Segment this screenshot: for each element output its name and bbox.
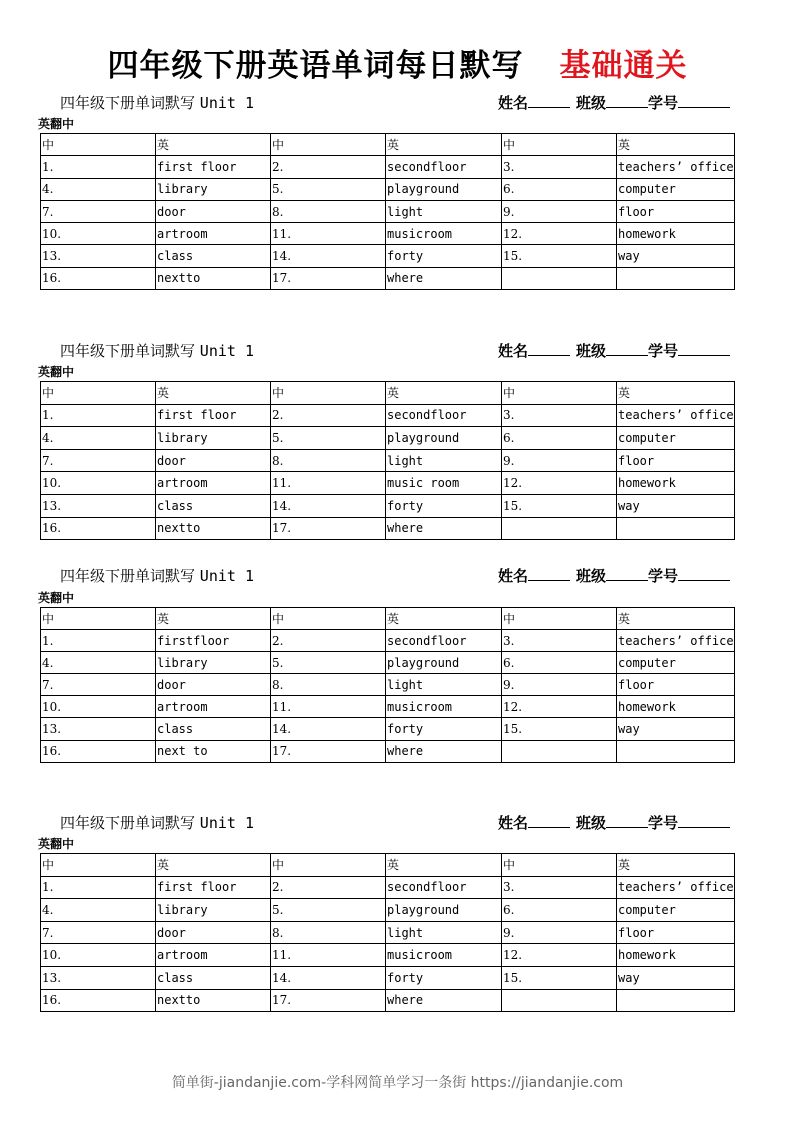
answer-cell[interactable]: 8. bbox=[271, 921, 386, 944]
table-row bbox=[41, 200, 735, 222]
answer-cell[interactable]: 4. bbox=[41, 652, 156, 674]
section-title bbox=[60, 340, 254, 361]
answer-cell[interactable]: 16. bbox=[41, 517, 156, 540]
table-row bbox=[41, 740, 735, 762]
table-row bbox=[41, 944, 735, 967]
table-row bbox=[41, 630, 735, 652]
table-header-row bbox=[41, 608, 735, 630]
section-title-cn: 四年级下册单词默写 bbox=[60, 814, 196, 832]
word-cell: teachers’ office bbox=[617, 404, 735, 427]
id-blank[interactable] bbox=[678, 93, 730, 108]
word-cell: playground bbox=[386, 427, 502, 450]
word-cell: light bbox=[386, 200, 502, 222]
section-title-cn: 四年级下册单词默写 bbox=[60, 94, 196, 112]
answer-cell[interactable]: 8. bbox=[271, 200, 386, 222]
answer-cell[interactable]: 3. bbox=[502, 404, 617, 427]
word-cell bbox=[617, 517, 735, 540]
class-blank[interactable] bbox=[606, 813, 648, 828]
answer-cell[interactable]: 7. bbox=[41, 200, 156, 222]
answer-cell[interactable]: 17. bbox=[271, 517, 386, 540]
answer-cell[interactable]: 6. bbox=[502, 652, 617, 674]
footer-watermark: 简单街-jiandanjie.com-学科网简单学习一条街 https://jiandanjie.com bbox=[171, 1075, 624, 1091]
class-blank[interactable] bbox=[606, 341, 648, 356]
table-row bbox=[41, 223, 735, 245]
answer-cell[interactable]: 12. bbox=[502, 944, 617, 967]
table-row bbox=[41, 178, 735, 200]
word-cell: floor bbox=[617, 674, 735, 696]
answer-cell[interactable]: 11. bbox=[271, 944, 386, 967]
answer-cell[interactable]: 2. bbox=[271, 156, 386, 178]
answer-cell[interactable] bbox=[502, 517, 617, 540]
answer-cell[interactable] bbox=[502, 267, 617, 289]
word-cell: library bbox=[156, 652, 271, 674]
page-title-tag: 基础通关 bbox=[559, 48, 688, 84]
section-header bbox=[40, 812, 734, 836]
answer-cell[interactable]: 3. bbox=[502, 630, 617, 652]
word-table bbox=[40, 133, 735, 290]
word-cell: secondfloor bbox=[386, 404, 502, 427]
page-title-main: 四年级下册英语单词每日默写 bbox=[107, 48, 524, 84]
word-cell: computer bbox=[617, 178, 735, 200]
table-row bbox=[41, 156, 735, 178]
worksheet-section bbox=[38, 565, 734, 759]
table-row bbox=[41, 921, 735, 944]
word-cell: homework bbox=[617, 223, 735, 245]
page-title bbox=[0, 40, 795, 85]
word-cell: door bbox=[156, 674, 271, 696]
word-cell: light bbox=[386, 921, 502, 944]
answer-cell[interactable]: 11. bbox=[271, 223, 386, 245]
class-blank[interactable] bbox=[606, 93, 648, 108]
section-unit: Unit 1 bbox=[199, 342, 254, 360]
table-row bbox=[41, 718, 735, 740]
id-label: 学号 bbox=[647, 814, 678, 832]
word-cell: library bbox=[156, 427, 271, 450]
answer-cell[interactable]: 17. bbox=[271, 740, 386, 762]
word-cell: way bbox=[617, 494, 735, 517]
answer-cell[interactable] bbox=[502, 989, 617, 1012]
word-cell: homework bbox=[617, 944, 735, 967]
word-cell: secondfloor bbox=[386, 876, 502, 899]
answer-cell[interactable]: 6. bbox=[502, 427, 617, 450]
answer-cell[interactable]: 2. bbox=[271, 876, 386, 899]
column-header: 英 bbox=[386, 134, 502, 156]
word-cell: artroom bbox=[156, 223, 271, 245]
column-header: 中 bbox=[502, 854, 617, 877]
answer-cell[interactable]: 11. bbox=[271, 696, 386, 718]
answer-cell[interactable]: 17. bbox=[271, 267, 386, 289]
table-header-row bbox=[41, 854, 735, 877]
word-cell: secondfloor bbox=[386, 156, 502, 178]
word-cell: way bbox=[617, 245, 735, 267]
word-cell: where bbox=[386, 267, 502, 289]
answer-cell[interactable]: 9. bbox=[502, 921, 617, 944]
answer-cell[interactable]: 16. bbox=[41, 989, 156, 1012]
name-blank[interactable] bbox=[528, 341, 570, 356]
word-cell: way bbox=[617, 966, 735, 989]
answer-cell[interactable]: 9. bbox=[502, 674, 617, 696]
word-cell: computer bbox=[617, 899, 735, 922]
column-header: 中 bbox=[271, 382, 386, 405]
section-unit: Unit 1 bbox=[199, 94, 254, 112]
table-row bbox=[41, 494, 735, 517]
word-cell: forty bbox=[386, 718, 502, 740]
section-title bbox=[60, 565, 254, 586]
column-header: 英 bbox=[386, 608, 502, 630]
word-cell: music room bbox=[386, 472, 502, 495]
word-cell: forty bbox=[386, 494, 502, 517]
column-header: 英 bbox=[386, 854, 502, 877]
table-row bbox=[41, 966, 735, 989]
answer-cell[interactable]: 13. bbox=[41, 245, 156, 267]
column-header: 英 bbox=[617, 854, 735, 877]
word-cell bbox=[617, 740, 735, 762]
answer-cell[interactable]: 5. bbox=[271, 427, 386, 450]
answer-cell[interactable]: 14. bbox=[271, 718, 386, 740]
word-cell: musicroom bbox=[386, 696, 502, 718]
word-cell: playground bbox=[386, 178, 502, 200]
column-header: 中 bbox=[271, 854, 386, 877]
class-label: 班级 bbox=[575, 814, 606, 832]
word-cell: class bbox=[156, 718, 271, 740]
word-cell: floor bbox=[617, 921, 735, 944]
name-label: 姓名 bbox=[497, 814, 528, 832]
word-cell: nextto bbox=[156, 989, 271, 1012]
table-row bbox=[41, 404, 735, 427]
table-row bbox=[41, 674, 735, 696]
answer-cell[interactable]: 4. bbox=[41, 427, 156, 450]
student-info-fields bbox=[498, 812, 730, 833]
word-cell: teachers’ office bbox=[617, 156, 735, 178]
student-info-fields bbox=[498, 340, 730, 361]
section-title-cn: 四年级下册单词默写 bbox=[60, 342, 196, 360]
name-blank[interactable] bbox=[528, 93, 570, 108]
name-label: 姓名 bbox=[497, 567, 528, 585]
answer-cell[interactable]: 9. bbox=[502, 200, 617, 222]
column-header: 中 bbox=[271, 608, 386, 630]
worksheet-section bbox=[38, 812, 734, 1008]
word-cell: nextto bbox=[156, 517, 271, 540]
answer-cell[interactable]: 7. bbox=[41, 449, 156, 472]
table-row bbox=[41, 696, 735, 718]
column-header: 中 bbox=[41, 382, 156, 405]
word-cell: where bbox=[386, 517, 502, 540]
word-cell: homework bbox=[617, 472, 735, 495]
section-subtitle: 英翻中 bbox=[38, 837, 75, 851]
answer-cell[interactable]: 15. bbox=[502, 718, 617, 740]
answer-cell[interactable]: 13. bbox=[41, 966, 156, 989]
word-cell: secondfloor bbox=[386, 630, 502, 652]
answer-cell[interactable]: 3. bbox=[502, 156, 617, 178]
word-table bbox=[40, 853, 735, 1012]
section-subtitle: 英翻中 bbox=[38, 117, 75, 131]
section-title bbox=[60, 812, 254, 833]
answer-cell[interactable]: 10. bbox=[41, 472, 156, 495]
answer-cell[interactable]: 7. bbox=[41, 674, 156, 696]
section-unit: Unit 1 bbox=[199, 814, 254, 832]
word-cell: firstfloor bbox=[156, 630, 271, 652]
table-row bbox=[41, 517, 735, 540]
word-cell bbox=[617, 989, 735, 1012]
id-label: 学号 bbox=[647, 94, 678, 112]
id-label: 学号 bbox=[647, 342, 678, 360]
column-header: 中 bbox=[502, 608, 617, 630]
word-cell: artroom bbox=[156, 472, 271, 495]
answer-cell[interactable]: 16. bbox=[41, 267, 156, 289]
word-cell bbox=[617, 267, 735, 289]
word-cell: way bbox=[617, 718, 735, 740]
section-header bbox=[40, 340, 734, 364]
column-header: 中 bbox=[271, 134, 386, 156]
answer-cell[interactable]: 15. bbox=[502, 966, 617, 989]
table-row bbox=[41, 899, 735, 922]
answer-cell[interactable]: 13. bbox=[41, 494, 156, 517]
answer-cell[interactable]: 16. bbox=[41, 740, 156, 762]
name-blank[interactable] bbox=[528, 566, 570, 581]
word-cell: artroom bbox=[156, 696, 271, 718]
answer-cell[interactable]: 12. bbox=[502, 696, 617, 718]
answer-cell[interactable]: 1. bbox=[41, 630, 156, 652]
table-row bbox=[41, 267, 735, 289]
word-cell: teachers’ office bbox=[617, 876, 735, 899]
student-info-fields bbox=[498, 565, 730, 586]
word-cell: musicroom bbox=[386, 944, 502, 967]
table-header-row bbox=[41, 134, 735, 156]
answer-cell[interactable]: 2. bbox=[271, 630, 386, 652]
answer-cell[interactable]: 8. bbox=[271, 674, 386, 696]
section-unit: Unit 1 bbox=[199, 567, 254, 585]
column-header: 中 bbox=[502, 134, 617, 156]
column-header: 英 bbox=[617, 608, 735, 630]
answer-cell[interactable]: 5. bbox=[271, 899, 386, 922]
answer-cell[interactable]: 7. bbox=[41, 921, 156, 944]
worksheet-section bbox=[38, 340, 734, 536]
name-blank[interactable] bbox=[528, 813, 570, 828]
word-cell: musicroom bbox=[386, 223, 502, 245]
word-cell: where bbox=[386, 989, 502, 1012]
word-cell: computer bbox=[617, 427, 735, 450]
word-cell: library bbox=[156, 178, 271, 200]
word-cell: light bbox=[386, 449, 502, 472]
word-cell: floor bbox=[617, 449, 735, 472]
worksheet-section bbox=[38, 92, 734, 286]
table-row bbox=[41, 876, 735, 899]
answer-cell[interactable]: 2. bbox=[271, 404, 386, 427]
answer-cell[interactable]: 11. bbox=[271, 472, 386, 495]
answer-cell[interactable]: 4. bbox=[41, 178, 156, 200]
word-table bbox=[40, 607, 735, 763]
word-cell: first floor bbox=[156, 404, 271, 427]
answer-cell[interactable]: 6. bbox=[502, 178, 617, 200]
word-cell: next to bbox=[156, 740, 271, 762]
word-cell: forty bbox=[386, 245, 502, 267]
answer-cell[interactable]: 15. bbox=[502, 245, 617, 267]
answer-cell[interactable]: 14. bbox=[271, 966, 386, 989]
column-header: 中 bbox=[41, 134, 156, 156]
class-label: 班级 bbox=[575, 342, 606, 360]
column-header: 英 bbox=[617, 134, 735, 156]
column-header: 英 bbox=[156, 854, 271, 877]
column-header: 英 bbox=[617, 382, 735, 405]
column-header: 英 bbox=[386, 382, 502, 405]
table-row bbox=[41, 652, 735, 674]
word-cell: nextto bbox=[156, 267, 271, 289]
column-header: 英 bbox=[156, 608, 271, 630]
section-subtitle: 英翻中 bbox=[38, 365, 75, 379]
answer-cell[interactable]: 4. bbox=[41, 899, 156, 922]
table-row bbox=[41, 989, 735, 1012]
answer-cell[interactable]: 14. bbox=[271, 494, 386, 517]
id-blank[interactable] bbox=[678, 813, 730, 828]
word-cell: class bbox=[156, 966, 271, 989]
answer-cell[interactable]: 17. bbox=[271, 989, 386, 1012]
class-label: 班级 bbox=[575, 567, 606, 585]
name-label: 姓名 bbox=[497, 342, 528, 360]
answer-cell[interactable]: 1. bbox=[41, 156, 156, 178]
answer-cell[interactable]: 12. bbox=[502, 223, 617, 245]
table-row bbox=[41, 472, 735, 495]
word-cell: forty bbox=[386, 966, 502, 989]
word-cell: class bbox=[156, 494, 271, 517]
answer-cell[interactable]: 13. bbox=[41, 718, 156, 740]
table-row bbox=[41, 427, 735, 450]
word-cell: playground bbox=[386, 899, 502, 922]
answer-cell[interactable]: 6. bbox=[502, 899, 617, 922]
word-cell: floor bbox=[617, 200, 735, 222]
class-blank[interactable] bbox=[606, 566, 648, 581]
word-cell: playground bbox=[386, 652, 502, 674]
section-title bbox=[60, 92, 254, 113]
student-info-fields bbox=[498, 92, 730, 113]
word-cell: light bbox=[386, 674, 502, 696]
word-cell: teachers’ office bbox=[617, 630, 735, 652]
word-cell: artroom bbox=[156, 944, 271, 967]
answer-cell[interactable]: 5. bbox=[271, 178, 386, 200]
name-label: 姓名 bbox=[497, 94, 528, 112]
answer-cell[interactable]: 14. bbox=[271, 245, 386, 267]
answer-cell[interactable]: 5. bbox=[271, 652, 386, 674]
column-header: 中 bbox=[502, 382, 617, 405]
answer-cell[interactable]: 10. bbox=[41, 223, 156, 245]
column-header: 中 bbox=[41, 854, 156, 877]
answer-cell[interactable]: 10. bbox=[41, 944, 156, 967]
section-header bbox=[40, 565, 734, 589]
word-cell: first floor bbox=[156, 156, 271, 178]
table-row bbox=[41, 245, 735, 267]
word-cell: library bbox=[156, 899, 271, 922]
answer-cell[interactable]: 10. bbox=[41, 696, 156, 718]
answer-cell[interactable]: 1. bbox=[41, 876, 156, 899]
answer-cell[interactable]: 9. bbox=[502, 449, 617, 472]
answer-cell[interactable]: 15. bbox=[502, 494, 617, 517]
table-header-row bbox=[41, 382, 735, 405]
section-title-cn: 四年级下册单词默写 bbox=[60, 567, 196, 585]
word-cell: computer bbox=[617, 652, 735, 674]
word-table bbox=[40, 381, 735, 540]
answer-cell[interactable]: 1. bbox=[41, 404, 156, 427]
word-cell: door bbox=[156, 449, 271, 472]
table-row bbox=[41, 449, 735, 472]
word-cell: class bbox=[156, 245, 271, 267]
word-cell: homework bbox=[617, 696, 735, 718]
answer-cell[interactable]: 8. bbox=[271, 449, 386, 472]
section-subtitle: 英翻中 bbox=[38, 591, 75, 605]
id-label: 学号 bbox=[647, 567, 678, 585]
id-blank[interactable] bbox=[678, 566, 730, 581]
word-cell: where bbox=[386, 740, 502, 762]
column-header: 中 bbox=[41, 608, 156, 630]
word-cell: first floor bbox=[156, 876, 271, 899]
word-cell: door bbox=[156, 921, 271, 944]
class-label: 班级 bbox=[575, 94, 606, 112]
answer-cell[interactable]: 12. bbox=[502, 472, 617, 495]
column-header: 英 bbox=[156, 382, 271, 405]
answer-cell[interactable]: 3. bbox=[502, 876, 617, 899]
word-cell: door bbox=[156, 200, 271, 222]
answer-cell[interactable] bbox=[502, 740, 617, 762]
column-header: 英 bbox=[156, 134, 271, 156]
id-blank[interactable] bbox=[678, 341, 730, 356]
section-header bbox=[40, 92, 734, 116]
